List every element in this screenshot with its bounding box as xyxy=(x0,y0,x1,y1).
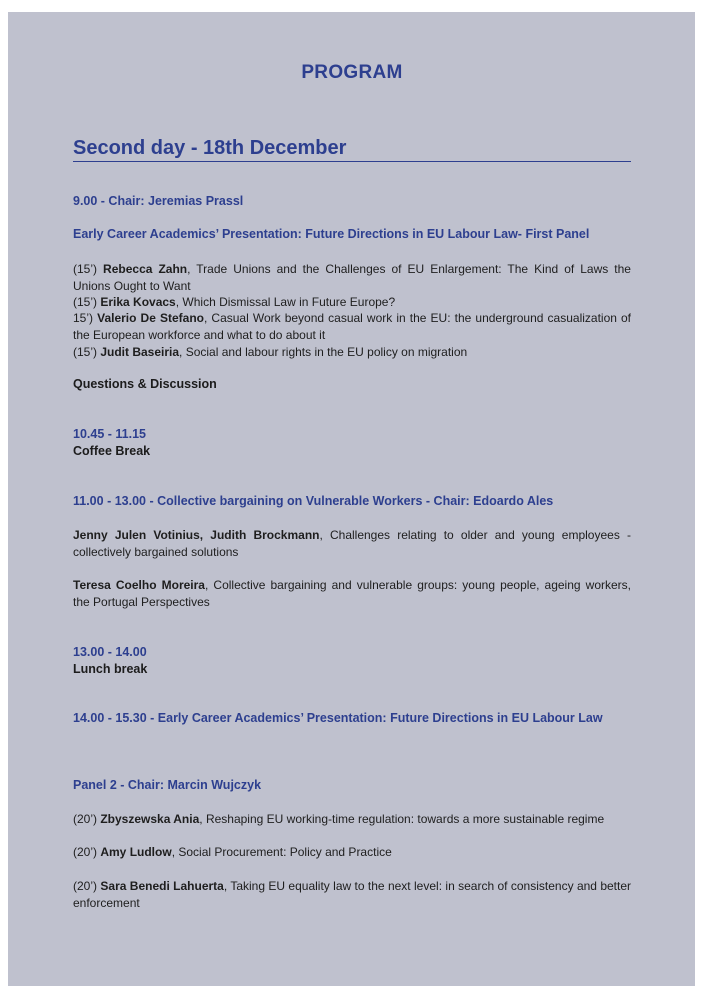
chair-heading: 9.00 - Chair: Jeremias Prassl xyxy=(73,194,244,208)
speaker-name: Teresa Coelho Moreira xyxy=(73,578,205,592)
panel1-title: Early Career Academics’ Presentation: Future Directions in EU Labour Law- First Panel xyxy=(73,227,590,241)
lunch-time: 13.00 - 14.00 xyxy=(73,645,147,659)
talk-prefix: 15’) xyxy=(73,311,98,325)
lunch-label: Lunch break xyxy=(73,662,148,676)
talk-prefix: (20’) xyxy=(73,879,101,893)
talk-title: , Social and labour rights in the EU policy on migration xyxy=(179,345,468,359)
talk-prefix: (15’) xyxy=(73,262,104,276)
speaker-name: Valerio De Stefano xyxy=(97,311,204,325)
speaker-name: Erika Kovacs xyxy=(100,295,176,309)
talk-title: , Taking EU equality law to the next level: in search of consistency and better enforcement xyxy=(73,879,632,910)
session3-title: 14.00 - 15.30 - Early Career Academics’ Presentation: Future Directions in EU Labour Law xyxy=(73,711,603,725)
questions-label: Questions & Discussion xyxy=(73,377,217,391)
talk-item xyxy=(73,344,631,361)
talk-prefix: (20’) xyxy=(73,845,101,859)
talk-title: , Which Dismissal Law in Future Europe? xyxy=(175,295,396,309)
talk-item xyxy=(73,844,631,861)
day-heading: Second day - 18th December xyxy=(73,136,631,162)
speaker-name: Rebecca Zahn xyxy=(103,262,188,276)
speaker-name: Sara Benedi Lahuerta xyxy=(100,879,224,893)
talk-title: , Reshaping EU working-time regulation: towards a more sustainable regime xyxy=(199,812,605,826)
talk-item xyxy=(73,527,631,560)
talk-item xyxy=(73,294,631,311)
talk-prefix: (20’) xyxy=(73,812,101,826)
talk-title: , Trade Unions and the Challenges of EU Enlargement: The Kind of Laws the Unions Ought to Want xyxy=(73,262,631,293)
talk-title: , Casual Work beyond casual work in the EU: the underground casualization of the European workforce and what to do about it xyxy=(73,311,632,342)
speaker-name: Zbyszewska Ania xyxy=(100,812,200,826)
program-page xyxy=(8,12,695,986)
talk-title: , Collective bargaining and vulnerable groups: young people, ageing workers, the Portugal Perspectives xyxy=(73,578,631,609)
talk-item xyxy=(73,261,631,294)
talk-item xyxy=(73,878,631,911)
talk-item xyxy=(73,577,631,610)
coffee-time: 10.45 - 11.15 xyxy=(73,427,146,441)
speaker-name: Jenny Julen Votinius, Judith Brockmann xyxy=(73,528,320,542)
talk-item xyxy=(73,310,631,343)
page-title: PROGRAM xyxy=(301,62,403,83)
panel2-chair: Panel 2 - Chair: Marcin Wujczyk xyxy=(73,778,262,792)
talk-prefix: (15’) xyxy=(73,295,101,309)
speaker-name: Judit Baseiria xyxy=(100,345,180,359)
session2-title: 11.00 - 13.00 - Collective bargaining on Vulnerable Workers - Chair: Edoardo Ales xyxy=(73,494,554,508)
coffee-label: Coffee Break xyxy=(73,444,151,458)
talk-item xyxy=(73,811,631,828)
talk-prefix: (15’) xyxy=(73,345,101,359)
talk-title: , Social Procurement: Policy and Practice xyxy=(171,845,392,859)
talk-title: , Challenges relating to older and young employees - collectively bargained solutions xyxy=(73,528,631,559)
speaker-name: Amy Ludlow xyxy=(100,845,172,859)
